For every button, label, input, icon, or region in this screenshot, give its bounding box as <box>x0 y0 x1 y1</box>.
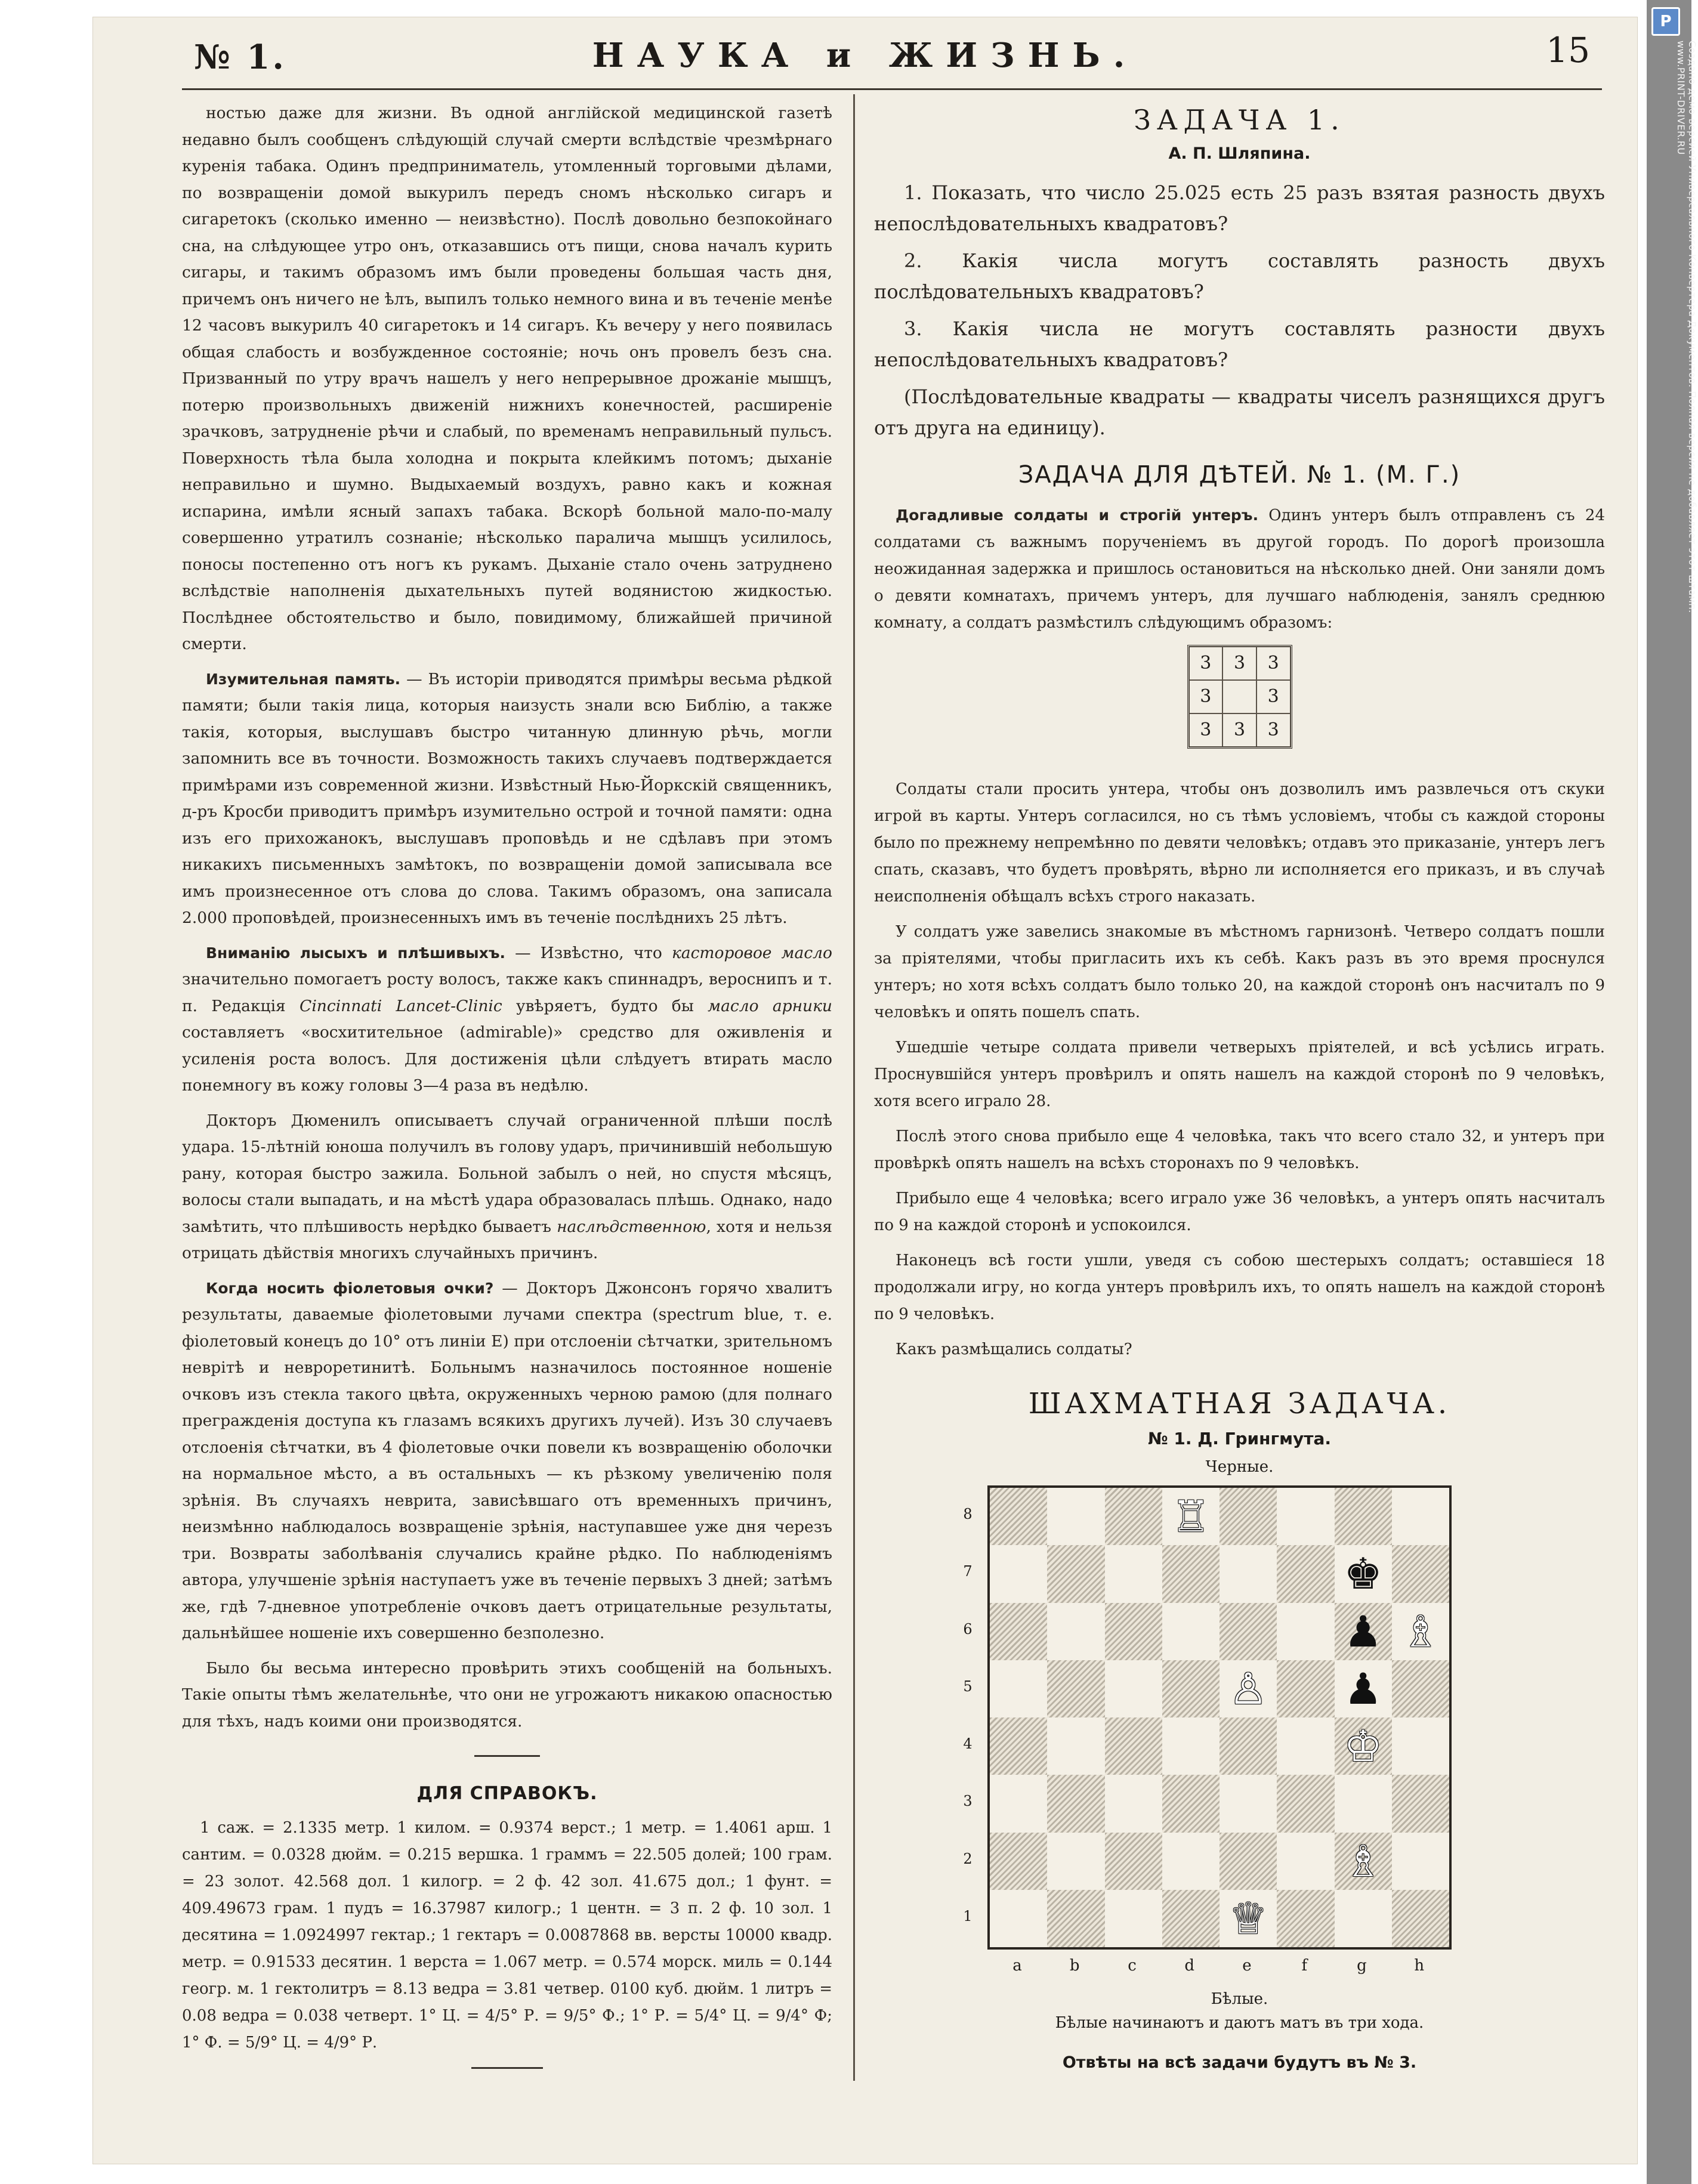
square-e7 <box>1220 1545 1277 1602</box>
square-a2 <box>990 1833 1047 1890</box>
right-column <box>874 100 1605 2072</box>
square-d6 <box>1162 1603 1220 1660</box>
question-1: 1. Показать, что число 25.025 есть 25 разъ взятая разность двухъ непослѣдовательныхъ квадратовъ? <box>874 181 1605 235</box>
square-g7 <box>1335 1545 1392 1602</box>
square-a7 <box>990 1545 1047 1602</box>
grid-cell: 3 <box>1222 713 1256 747</box>
grid-cell: 3 <box>1222 647 1256 680</box>
square-b8 <box>1047 1488 1104 1545</box>
tobacco-article: ностью даже для жизни. Въ одной англійской медицинской газетѣ недавно былъ сообщенъ слѣдующій случай смерти вслѣдствіе чрезмѣрнаго куренія табака. Одинъ предприниматель, утомленный торговыми дѣлами, по возвращеніи домой выкурилъ передъ сномъ нѣсколько сигаръ и сигаретокъ (сколько именно — неизвѣстно). Послѣ довольно безпокойнаго сна, на слѣдующее утро онъ, отказавшись отъ пищи, снова началъ курить сигары, и такимъ образомъ имъ были проведены большая часть дня, причемъ онъ ничего не ѣлъ, выпилъ только немного вина и въ теченіе менѣе 12 часовъ выкурилъ 40 сигаретокъ и 14 сигаръ. Къ вечеру у него появилась общая слабость и возбужденное состояніе; ночь онъ провелъ безъ сна. Призванный по утру врачъ нашелъ у него непрерывное дрожаніе мышцъ, потерю произвольныхъ движеній нижнихъ конечностей, расширеніе зрачковъ, затрудненіе рѣчи и слабый, по временамъ неправильный пульсъ. Поверхность тѣла была холодна и покрыта клейкимъ потомъ; дыханіе неправильно и шумно. Выдыхаемый воздухъ, равно какъ и кожная испарина, имѣли ясный запахъ табака. Вскорѣ больной мало-по-малу совершенно утратилъ сознаніе; нѣсколько паралича мышцъ усилилось, поносы постепенно отъ ногъ къ рукамъ. Дыханіе стало очень затруднено вслѣдствіе наполненія дыхательныхъ путей водянистою жидкостью. Послѣднее обстоятельство и было, повидимому, ближайшей причиной смерти. <box>182 104 832 653</box>
chess-piece-g5: ♟ <box>1344 1663 1382 1714</box>
square-f2 <box>1277 1833 1334 1890</box>
square-f8 <box>1277 1488 1334 1545</box>
white-label: Бѣлые. <box>1211 1990 1268 2008</box>
square-a5 <box>990 1660 1047 1717</box>
rank-label: 1 <box>963 1907 973 1924</box>
column-rule <box>853 94 855 2081</box>
bald-article: Вниманію лысыхъ и плѣшивыхъ. — Извѣстно, что касторовое масло значительно помогаетъ росту волосъ, также какъ спиннадръ, вероснипъ и т. п. Редакція Cincinnati Lancet-Clinic увѣряетъ, будто бы масло арники составляетъ «восхитительное (admirable)» средство для оживленія и усиленія роста волосъ. Для достиженія цѣли слѣдуетъ втирать масло понемногу въ кожу головы 3—4 раза въ недѣлю. <box>182 943 832 1095</box>
square-h1 <box>1392 1890 1449 1947</box>
chess-piece-e1: ♕ <box>1228 1893 1268 1944</box>
square-b4 <box>1047 1717 1104 1775</box>
question-2: 2. Какія числа могутъ составлять разность двухъ послѣдовательныхъ квадратовъ? <box>874 249 1605 303</box>
reference-text: 1 саж. = 2.1335 метр. 1 килом. = 0.9374 верст.; 1 метр. = 1.4061 арш. 1 сантим. = 0.0328 дюйм. = 0.215 вершка. 1 граммъ = 22.505 долей; 100 грам. = 23 золот. 42.568 дол. 1 килогр. = 2 ф. 42 зол. 41.675 дол.; 1 фунт. = 409.49673 грам. 1 пудъ = 16.37987 килогр.; 1 центн. = 3 п. 2 ф. 10 зол. 1 десятина = 1.0924997 гектар.; 1 гектаръ = 0.0087868 вв. версты 10000 квадр. метр. = 0.91533 десятин. 1 верста = 1.067 метр. = 0.574 морск. миль = 0.144 геогр. м. 1 гектолитръ = 8.13 ведра = 3.81 четвер. 0100 куб. дюйм. 1 литръ = 0.08 ведра = 0.038 четверт. 1° Ц. = 4/5° Р. = 9/5° Ф.; 1° Р. = 5/4° Ц. = 9/4° Ф; 1° Ф. = 5/9° Ц. = 4/9° Р. <box>182 1819 832 2052</box>
chess-piece-h6: ♗ <box>1401 1606 1440 1657</box>
journal-title: НАУКА и ЖИЗНЬ. <box>592 36 1138 75</box>
glasses-article: Когда носить фіолетовыя очки? — Докторъ Джонсонъ горячо хвалитъ результаты, даваемые фіолетовыми лучами спектра (spectrum blue, т. е. фіолетовый конецъ до 10° отъ линіи Е) при отслоеніи сѣтчатки, зрительномъ неврітѣ и невроретинитѣ. Больнымъ назначилось постоянное ношеніе очковъ изъ стекла такого цвѣта, окруженныхъ черною рамою (для полнаго прегражденія доступа къ глазамъ всякихъ другихъ лучей). Изъ 30 случаевъ отслоенія сѣтчатки, въ 4 фіолетовые очки повели къ возвращенію оболочки на нормальное мѣсто, а въ остальныхъ — къ рѣзкому увеличенію поля зрѣнія. Въ случаяхъ неврита, зависѣвшаго отъ временныхъ причинъ, неизмѣнно наблюдалось возвращеніе зрѣнія, наступавшее уже дня черезъ три. Возвраты заболѣванія случались крайне рѣдко. По наблюденіямъ автора, улучшеніе зрѣнія наступаетъ уже въ теченіе первыхъ 3 дней; затѣмъ же, гдѣ 7-дневное употребленіе очковъ даетъ отрицательные результаты, дальнѣйшее ношеніе ихъ совершенно безполезно. <box>182 1278 832 1642</box>
chess-piece-g7: ♚ <box>1344 1549 1382 1599</box>
square-h6 <box>1392 1603 1449 1660</box>
header-rule <box>182 88 1602 90</box>
square-h8 <box>1392 1488 1449 1545</box>
file-label: g <box>1357 1957 1367 1975</box>
square-c2 <box>1105 1833 1162 1890</box>
rank-label: 3 <box>963 1793 973 1810</box>
square-g3 <box>1335 1775 1392 1832</box>
answers-note: Отвѣты на всѣ задачи будутъ въ № 3. <box>1062 2053 1417 2072</box>
square-d2 <box>1162 1833 1220 1890</box>
glasses-heading: Когда носить фіолетовыя очки? <box>206 1279 494 1297</box>
square-h4 <box>1392 1717 1449 1775</box>
grid-cell: 3 <box>1256 680 1291 713</box>
square-a6 <box>990 1603 1047 1660</box>
square-g2 <box>1335 1833 1392 1890</box>
rank-label: 5 <box>963 1678 973 1695</box>
square-a1 <box>990 1890 1047 1947</box>
grid-cell: 3 <box>1189 713 1223 747</box>
bald-heading: Вниманію лысыхъ и плѣшивыхъ. <box>206 944 506 962</box>
file-label: b <box>1069 1957 1080 1975</box>
square-a3 <box>990 1775 1047 1832</box>
grid-cell-center <box>1222 680 1256 713</box>
square-a4 <box>990 1717 1047 1775</box>
square-f7 <box>1277 1545 1334 1602</box>
kids-heading: Догадливые солдаты и строгій унтеръ. <box>896 506 1259 524</box>
question-3: 3. Какія числа не могутъ составлять разности двухъ непослѣдовательныхъ квадратовъ? <box>874 317 1605 371</box>
kids-paragraph: У солдатъ уже завелись знакомые въ мѣстномъ гарнизонѣ. Четверо солдатъ пошли за пріятелями, чтобы пригласить ихъ къ себѣ. Какъ разъ въ это время проснулся унтеръ; но хотя всѣхъ солдатъ было только 20, на каждой сторонѣ онъ насчиталъ по 9 человѣкъ и опять пошелъ спать. <box>874 923 1605 1021</box>
square-f4 <box>1277 1717 1334 1775</box>
square-b5 <box>1047 1660 1104 1717</box>
square-b3 <box>1047 1775 1104 1832</box>
kids-problem-title: ЗАДАЧА ДЛЯ ДѢТЕЙ. № 1. (М. Г.) <box>1018 461 1461 489</box>
square-c7 <box>1105 1545 1162 1602</box>
problem-questions <box>874 177 1605 443</box>
chess-board <box>987 1485 1452 1950</box>
kids-question: Какъ размѣщались солдаты? <box>896 1340 1132 1358</box>
rank-label: 8 <box>963 1506 973 1522</box>
reference-title: ДЛЯ СПРАВОКЪ. <box>416 1783 598 1804</box>
issue-number: № 1. <box>194 38 286 77</box>
square-c6 <box>1105 1603 1162 1660</box>
rank-label: 7 <box>963 1563 973 1580</box>
square-c5 <box>1105 1660 1162 1717</box>
section-divider <box>474 1755 540 1757</box>
square-e8 <box>1220 1488 1277 1545</box>
stamp-text: Создано демо-версией Универсального Конвертера Документов. Полная версия не добавляет этот штамп. www.PRINT-DRIVER.RU <box>1675 41 1698 613</box>
square-e1 <box>1220 1890 1277 1947</box>
doctor-paragraph: Докторъ Дюменилъ описываетъ случай ограниченной плѣши послѣ удара. 15-лѣтній юноша получилъ въ голову ударъ, причинившій небольшую рану, которая быстро зажила. Больной забылъ о ней, но спустя мѣсяцъ, волосы стали выпадать, и на мѣстѣ удара образовалась плѣшь. Однако, надо замѣтить, что плѣшивость нерѣдко бываетъ наслѣдственною, хотя и нельзя отрицать дѣйствія многихъ случайныхъ причинъ. <box>182 1111 832 1262</box>
square-e4 <box>1220 1717 1277 1775</box>
square-d8 <box>1162 1488 1220 1545</box>
page-number: 15 <box>1546 30 1590 70</box>
left-column <box>182 100 832 2069</box>
memory-heading: Изумительная память. <box>206 670 401 688</box>
file-label: c <box>1128 1957 1137 1975</box>
grid-cell: 3 <box>1189 647 1223 680</box>
kids-paragraph: Наконецъ всѣ гости ушли, уведя съ собою шестерыхъ солдатъ; оставшіеся 18 продолжали игру, но когда унтеръ провѣрилъ ихъ, то опять нашелъ на каждой сторонѣ по 9 человѣкъ. <box>874 1252 1605 1323</box>
chess-instruction: Бѣлые начинаютъ и даютъ матъ въ три хода. <box>1055 2014 1424 2032</box>
square-h7 <box>1392 1545 1449 1602</box>
square-b7 <box>1047 1545 1104 1602</box>
converter-logo-icon: P <box>1651 7 1680 36</box>
chess-title: ШАХМАТНАЯ ЗАДАЧА. <box>1028 1387 1451 1420</box>
chess-piece-g2: ♗ <box>1344 1836 1382 1886</box>
square-e3 <box>1220 1775 1277 1832</box>
square-h5 <box>1392 1660 1449 1717</box>
black-label: Черные. <box>1205 1458 1274 1476</box>
reference-section <box>182 1815 832 2056</box>
rank-label: 4 <box>963 1735 973 1752</box>
square-f5 <box>1277 1660 1334 1717</box>
grid-cell: 3 <box>1256 713 1291 747</box>
rank-label: 2 <box>963 1850 973 1867</box>
problem-title: ЗАДАЧА 1. <box>1134 104 1345 136</box>
square-g1 <box>1335 1890 1392 1947</box>
file-label: f <box>1301 1957 1308 1975</box>
file-label: a <box>1012 1957 1022 1975</box>
kids-paragraph: Прибыло еще 4 человѣка; всего играло уже 36 человѣкъ, а унтеръ опять насчиталъ по 9 на каждой сторонѣ и успокоился. <box>874 1190 1605 1234</box>
square-g6 <box>1335 1603 1392 1660</box>
problem-author: А. П. Шляпина. <box>1168 144 1311 163</box>
grid-cell: 3 <box>1189 680 1223 713</box>
chess-piece-e5: ♙ <box>1228 1663 1268 1714</box>
square-c3 <box>1105 1775 1162 1832</box>
square-e6 <box>1220 1603 1277 1660</box>
chess-diagram <box>963 1485 1489 1987</box>
newspaper-page <box>92 17 1638 2164</box>
kids-paragraph: Послѣ этого снова прибыло еще 4 человѣка, такъ что всего стало 32, и унтеръ при провѣркѣ опять нашелъ на всѣхъ сторонахъ по 9 человѣкъ. <box>874 1127 1605 1172</box>
square-f6 <box>1277 1603 1334 1660</box>
square-b2 <box>1047 1833 1104 1890</box>
kids-intro: Догадливые солдаты и строгій унтеръ. Одинъ унтеръ былъ отправленъ съ 24 солдатами съ важнымъ порученіемъ въ другой городъ. По дорогѣ произошла неожиданная задержка и пришлось остановиться на нѣсколько дней. Они заняли домъ о девяти комнатахъ, причемъ унтеръ, для лучшаго наблюденія, занялъ среднюю комнату, а солдатъ размѣстилъ слѣдующимъ образомъ: <box>874 506 1605 632</box>
square-a8 <box>990 1488 1047 1545</box>
question-note: (Послѣдовательные квадраты — квадраты чиселъ разнящихся другъ отъ друга на единицу). <box>874 385 1605 439</box>
square-c4 <box>1105 1717 1162 1775</box>
closing-paragraph: Было бы весьма интересно провѣрить этихъ сообщеній на больныхъ. Такіе опыты тѣмъ желательнѣе, что они не угрожаютъ никакою опасностью для тѣхъ, надъ коими они производятся. <box>182 1658 832 1731</box>
square-d7 <box>1162 1545 1220 1602</box>
square-e2 <box>1220 1833 1277 1890</box>
file-label: d <box>1184 1957 1195 1975</box>
chess-piece-d8: ♖ <box>1171 1491 1211 1542</box>
memory-article: Изумительная память. — Въ исторіи приводятся примѣры весьма рѣдкой памяти; были такія лица, которыя наизусть знали всю Библію, а также такія, которыя, выслушавъ быстро читанную длинную рѣчь, могли запомнить все въ точности. Возможность такихъ случаевъ подтверждается примѣрами изъ современной жизни. Извѣстный Нью-Йоркскій священникъ, д-ръ Кросби приводитъ примѣръ изумительно острой и точной памяти: одна изъ его прихожанокъ, выслушавъ проповѣдь и не сдѣлавъ при этомъ никакихъ письменныхъ замѣтокъ, по возвращеніи домой записывала все имъ произнесенное отъ слова до слова. Такимъ образомъ, она записала 2.000 проповѣдей, произнесенныхъ имъ въ теченіе послѣднихъ 25 лѣтъ. <box>182 669 832 927</box>
square-b1 <box>1047 1890 1104 1947</box>
square-d4 <box>1162 1717 1220 1775</box>
chess-piece-g6: ♟ <box>1344 1606 1382 1657</box>
square-c8 <box>1105 1488 1162 1545</box>
square-d1 <box>1162 1890 1220 1947</box>
converter-stamp <box>1647 0 1698 2184</box>
square-d5 <box>1162 1660 1220 1717</box>
kids-paragraph: Солдаты стали просить унтера, чтобы онъ дозволилъ имъ развлечься отъ скуки игрой въ карты. Унтеръ согласился, но съ тѣмъ условіемъ, чтобы съ каждой стороны было по прежнему непремѣнно по девяти человѣкъ; отдавъ это приказаніе, унтеръ легъ спать, сказавъ, что будетъ провѣрять, вѣрно ли исполняется его приказъ, и въ случаѣ неисполненія обѣщалъ всѣхъ строго наказать. <box>874 780 1605 906</box>
rank-label: 6 <box>963 1620 973 1638</box>
square-b6 <box>1047 1603 1104 1660</box>
square-g5 <box>1335 1660 1392 1717</box>
square-d3 <box>1162 1775 1220 1832</box>
grid-cell: 3 <box>1256 647 1291 680</box>
kids-paragraph: Ушедшіе четыре солдата привели четверыхъ пріятелей, и всѣ усѣлись играть. Проснувшійся унтеръ провѣрилъ и опять нашелъ на каждой сторонѣ по 9 человѣкъ, хотя всего играло 28. <box>874 1039 1605 1110</box>
chess-piece-g4: ♔ <box>1344 1721 1382 1772</box>
soldier-grid <box>1187 645 1292 749</box>
end-divider <box>471 2067 543 2069</box>
square-g4 <box>1335 1717 1392 1775</box>
square-f1 <box>1277 1890 1334 1947</box>
square-c1 <box>1105 1890 1162 1947</box>
file-label: e <box>1242 1957 1252 1975</box>
square-h2 <box>1392 1833 1449 1890</box>
file-label: h <box>1414 1957 1425 1975</box>
square-h3 <box>1392 1775 1449 1832</box>
square-g8 <box>1335 1488 1392 1545</box>
chess-author: № 1. Д. Грингмута. <box>1147 1429 1331 1448</box>
square-e5 <box>1220 1660 1277 1717</box>
square-f3 <box>1277 1775 1334 1832</box>
